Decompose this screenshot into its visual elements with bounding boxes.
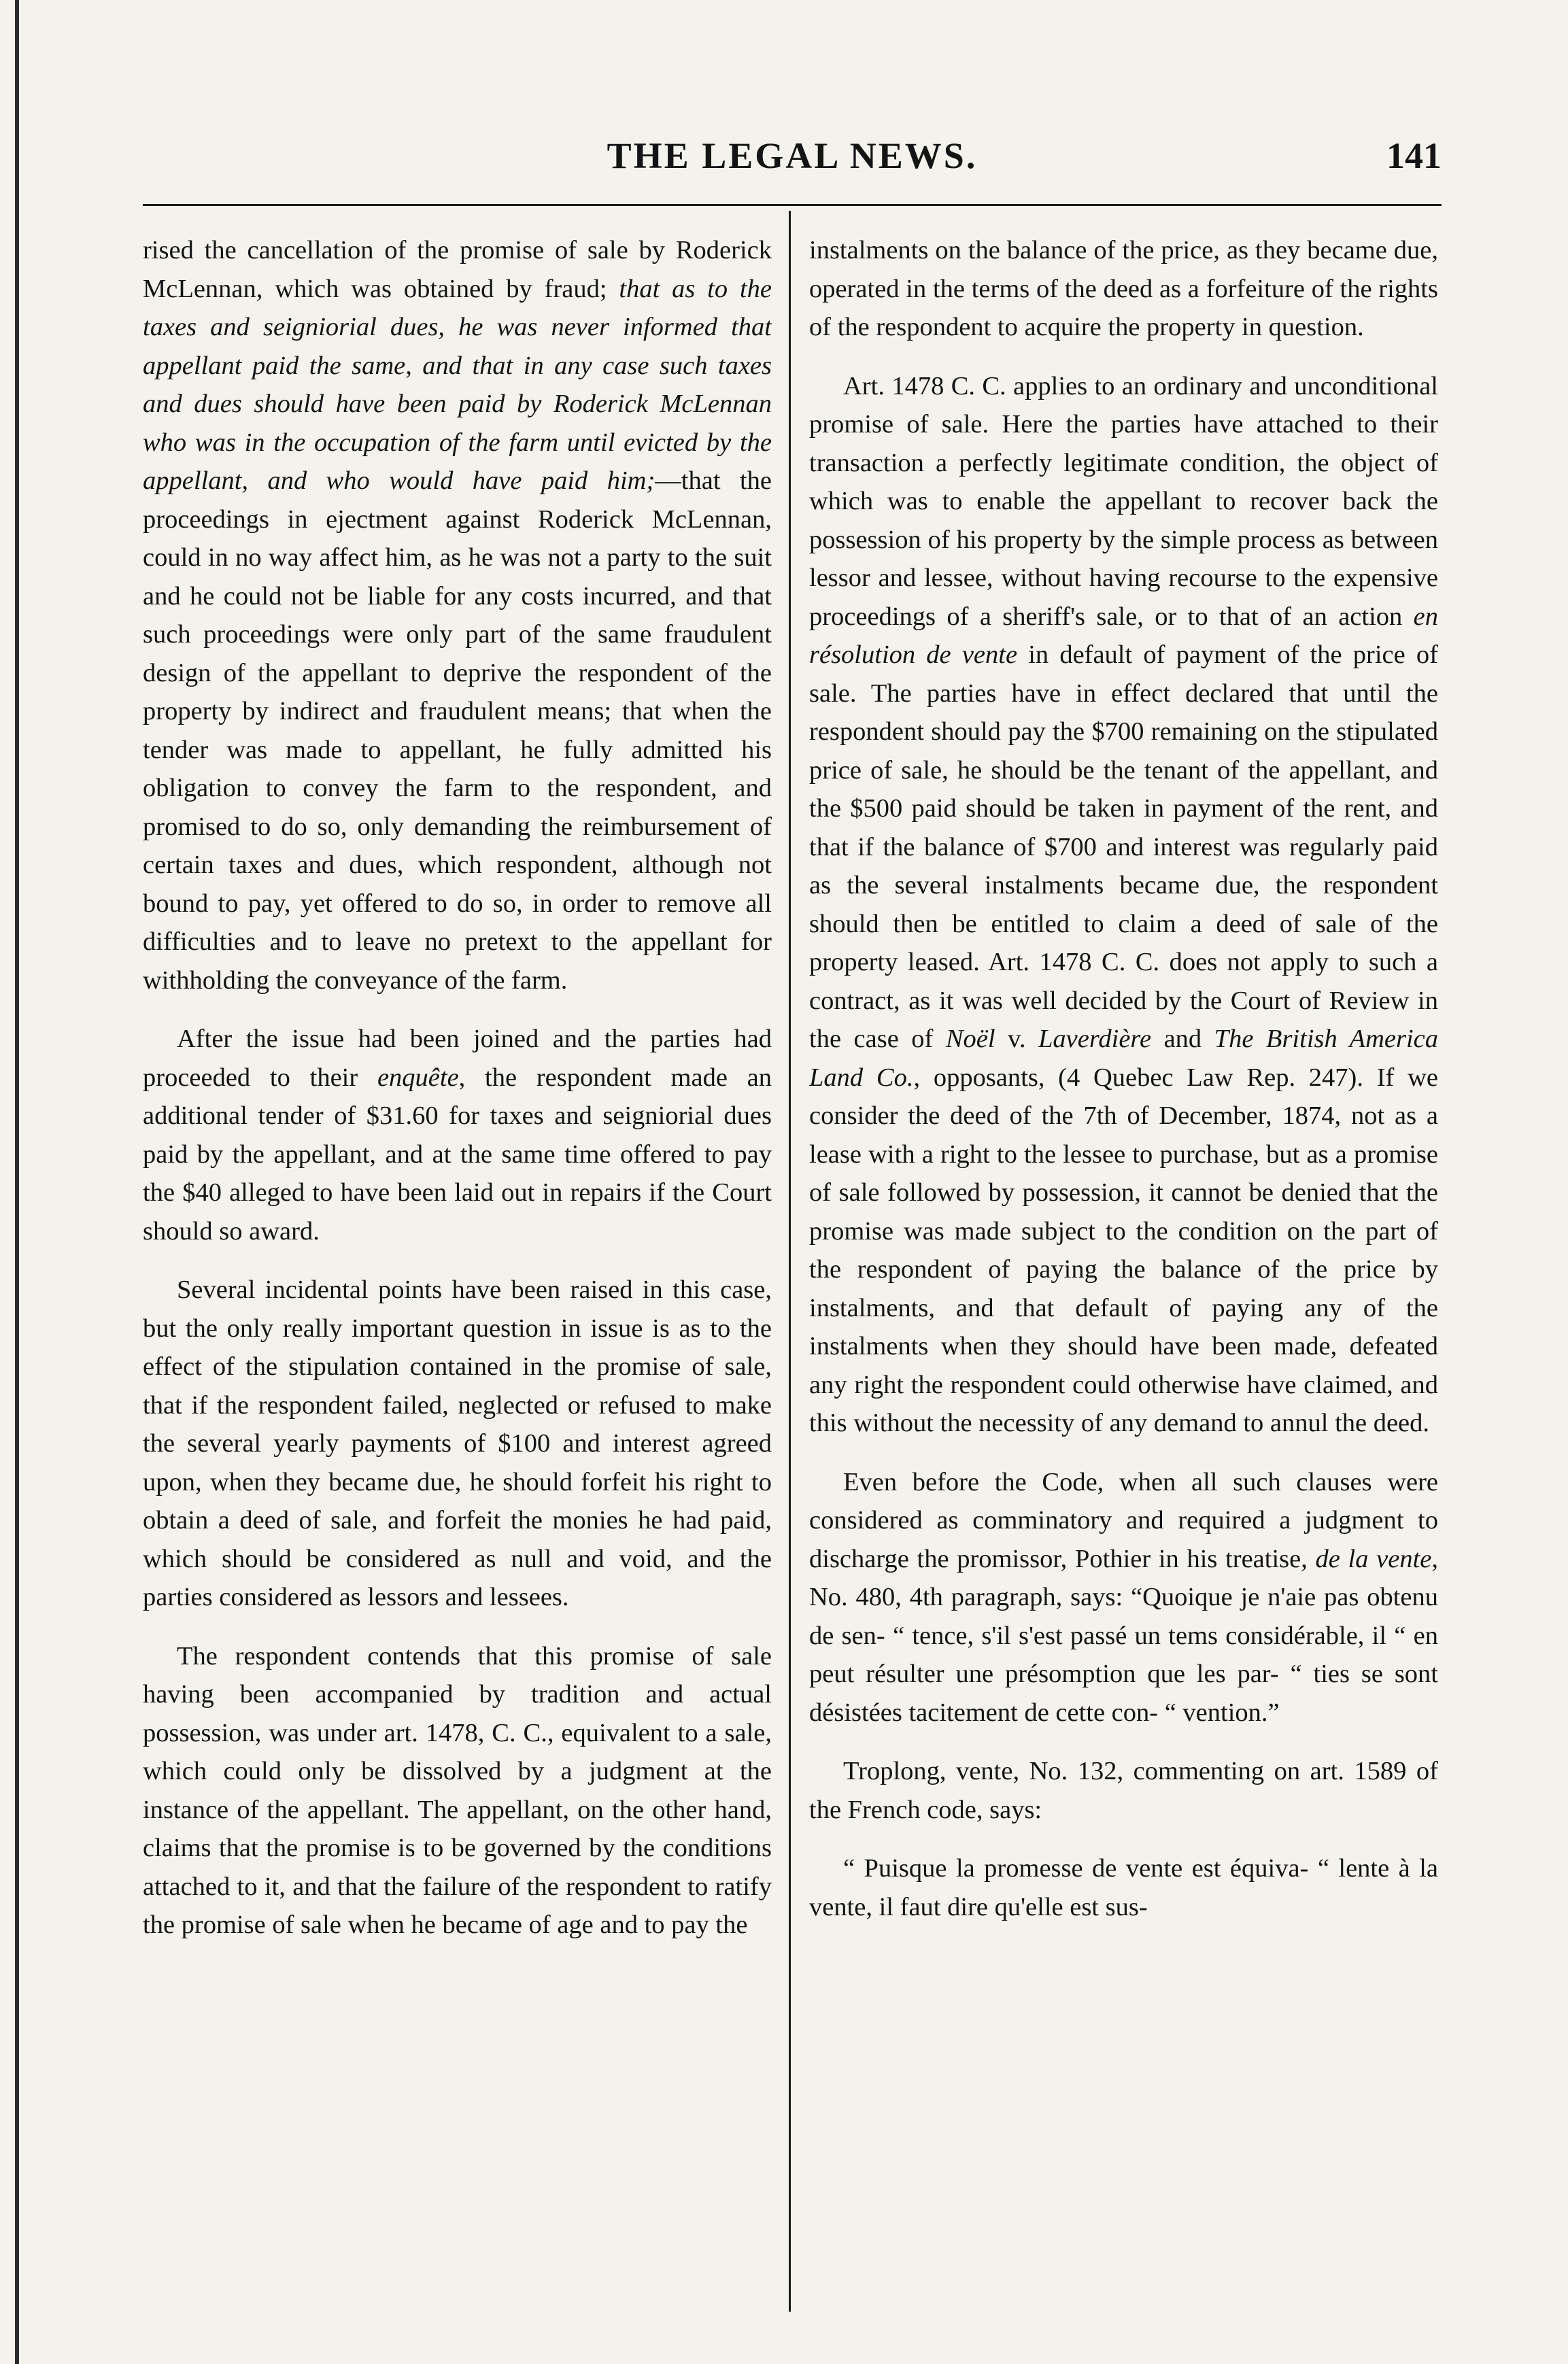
paragraph xyxy=(143,231,772,999)
binding-edge xyxy=(15,0,19,2364)
paragraph xyxy=(809,1752,1438,1829)
italic-text: The British America Land Co. xyxy=(809,1025,1438,1092)
text-run: rised the cancellation of the promise of sale by Roderick McLennan, which was obtained by fraud; xyxy=(143,236,772,303)
paragraph xyxy=(143,1020,772,1250)
text-run: v. xyxy=(995,1025,1038,1053)
italic-text: Laverdière xyxy=(1038,1025,1152,1053)
left-column xyxy=(143,231,772,2305)
column-divider xyxy=(789,211,791,2312)
right-column xyxy=(809,231,1438,2305)
page-number: 141 xyxy=(1386,135,1442,176)
italic-text: that as to the taxes and seigniorial dues, he was never informed that appellant paid the same, and that in any case such taxes and dues should have been paid by Roderick McLennan who was in the occupation of the farm until evicted by the appellant, and who would have paid him; xyxy=(143,274,772,495)
italic-text: enquête xyxy=(377,1063,459,1092)
paragraph xyxy=(143,1271,772,1617)
paragraph xyxy=(809,367,1438,1443)
italic-text: de la vente xyxy=(1315,1544,1432,1573)
text-run: —that the proceedings in ejectment against Roderick McLennan, could in no way affect him, as he was not a party to the suit and he could not be liable for any costs incurred, and that such proceedings were only part of the same fraudulent design of the appellant to deprive the respondent of the property by indirect and fraudulent means; that when the tender was made to appellant, he fully admitted his obligation to convey the farm to the respondent, and promised to do so, only demanding the reimbursement of certain taxes and dues, which respondent, although not bound to pay, yet offered to do so, in order to remove all difficulties and to leave no pretext to the appellant for withholding the conveyance of the farm. xyxy=(143,466,772,995)
text-run: Troplong, vente, No. 132, commenting on art. 1589 of the French code, says: xyxy=(809,1757,1438,1824)
text-run: “ Puisque la promesse de vente est équiva- “ lente à la vente, il faut dire qu'elle est sus- xyxy=(809,1854,1438,1921)
header-rule xyxy=(143,204,1442,206)
journal-title: THE LEGAL NEWS. xyxy=(607,135,978,176)
running-header xyxy=(143,135,1442,189)
paragraph xyxy=(809,231,1438,347)
paragraph xyxy=(143,1637,772,1945)
paragraph xyxy=(809,1849,1438,1926)
text-run: Art. 1478 C. C. applies to an ordinary and unconditional promise of sale. Here the parties have attached to their transaction a perfectly legitimate condition, the object of which was to enable the appellant to recover back the possession of his property by the simple process as between lessor and lessee, without having recourse to the expensive proceedings of a sheriff's sale, or to that of an action xyxy=(809,371,1438,631)
text-run: The respondent contends that this promise of sale having been accompanied by tradition and actual possession, was under art. 1478, C. C., equivalent to a sale, which could only be dissolved by a judgment at the instance of the appellant. The appellant, on the other hand, claims that the promise is to be governed by the conditions attached to it, and that the failure of the respondent to ratify the promise of sale when he became of age and to pay the xyxy=(143,1641,772,1939)
paragraph xyxy=(809,1463,1438,1732)
text-run: After the issue had been joined and the parties had proceeded to their xyxy=(143,1025,772,1092)
italic-text: en résolution de vente xyxy=(809,602,1438,669)
text-run: , opposants, (4 Quebec Law Rep. 247). If we consider the deed of the 7th of December, 1874, not as a lease with a right to the lessee to purchase, but as a promise of sale followed by possession, it cannot be denied that the promise was made subject to the condition on the part of the respondent of paying the balance of the price by instalments, and that default of paying any of the instalments when they should have been made, defeated any right the respondent could otherwise have claimed, and this without the necessity of any demand to annul the deed. xyxy=(809,1063,1438,1437)
text-run: , No. 480, 4th paragraph, says: “Quoique je n'aie pas obtenu de sen- “ tence, s'il s'est passé un tems considérable, il “ en peut résulter une présomption que les par- “ ties se sont désistées tacitement de cette con- “ vention.” xyxy=(809,1544,1438,1727)
text-run: in default of payment of the price of sale. The parties have in effect declared that until the respondent should pay the $700 remaining on the stipulated price of sale, he should be the tenant of the appellant, and the $500 paid should be taken in payment of the rent, and that if the balance of $700 and interest was regularly paid as the several instalments became due, the respondent should then be entitled to claim a deed of sale of the property leased. Art. 1478 C. C. does not apply to such a contract, as it was well decided by the Court of Review in the case of xyxy=(809,640,1438,1053)
text-run: , the respondent made an additional tender of $31.60 for taxes and seigniorial dues paid by the appellant, and at the same time offered to pay the $40 alleged to have been laid out in repairs if the Court should so award. xyxy=(143,1063,772,1246)
text-run: Several incidental points have been raised in this case, but the only really important question in issue is as to the effect of the stipulation contained in the promise of sale, that if the respondent failed, neglected or refused to make the several yearly payments of $100 and interest agreed upon, when they became due, he should forfeit his right to obtain a deed of sale, and forfeit the monies he had paid, which should be considered as null and void, and the parties considered as lessors and lessees. xyxy=(143,1275,772,1611)
italic-text: Noël xyxy=(945,1025,995,1053)
text-run: Even before the Code, when all such clauses were considered as comminatory and required a judgment to discharge the promissor, Pothier in his treatise, xyxy=(809,1467,1438,1573)
text-run: instalments on the balance of the price, as they became due, operated in the terms of the deed as a forfeiture of the rights of the respondent to acquire the property in question. xyxy=(809,236,1438,341)
text-run: and xyxy=(1151,1025,1214,1053)
